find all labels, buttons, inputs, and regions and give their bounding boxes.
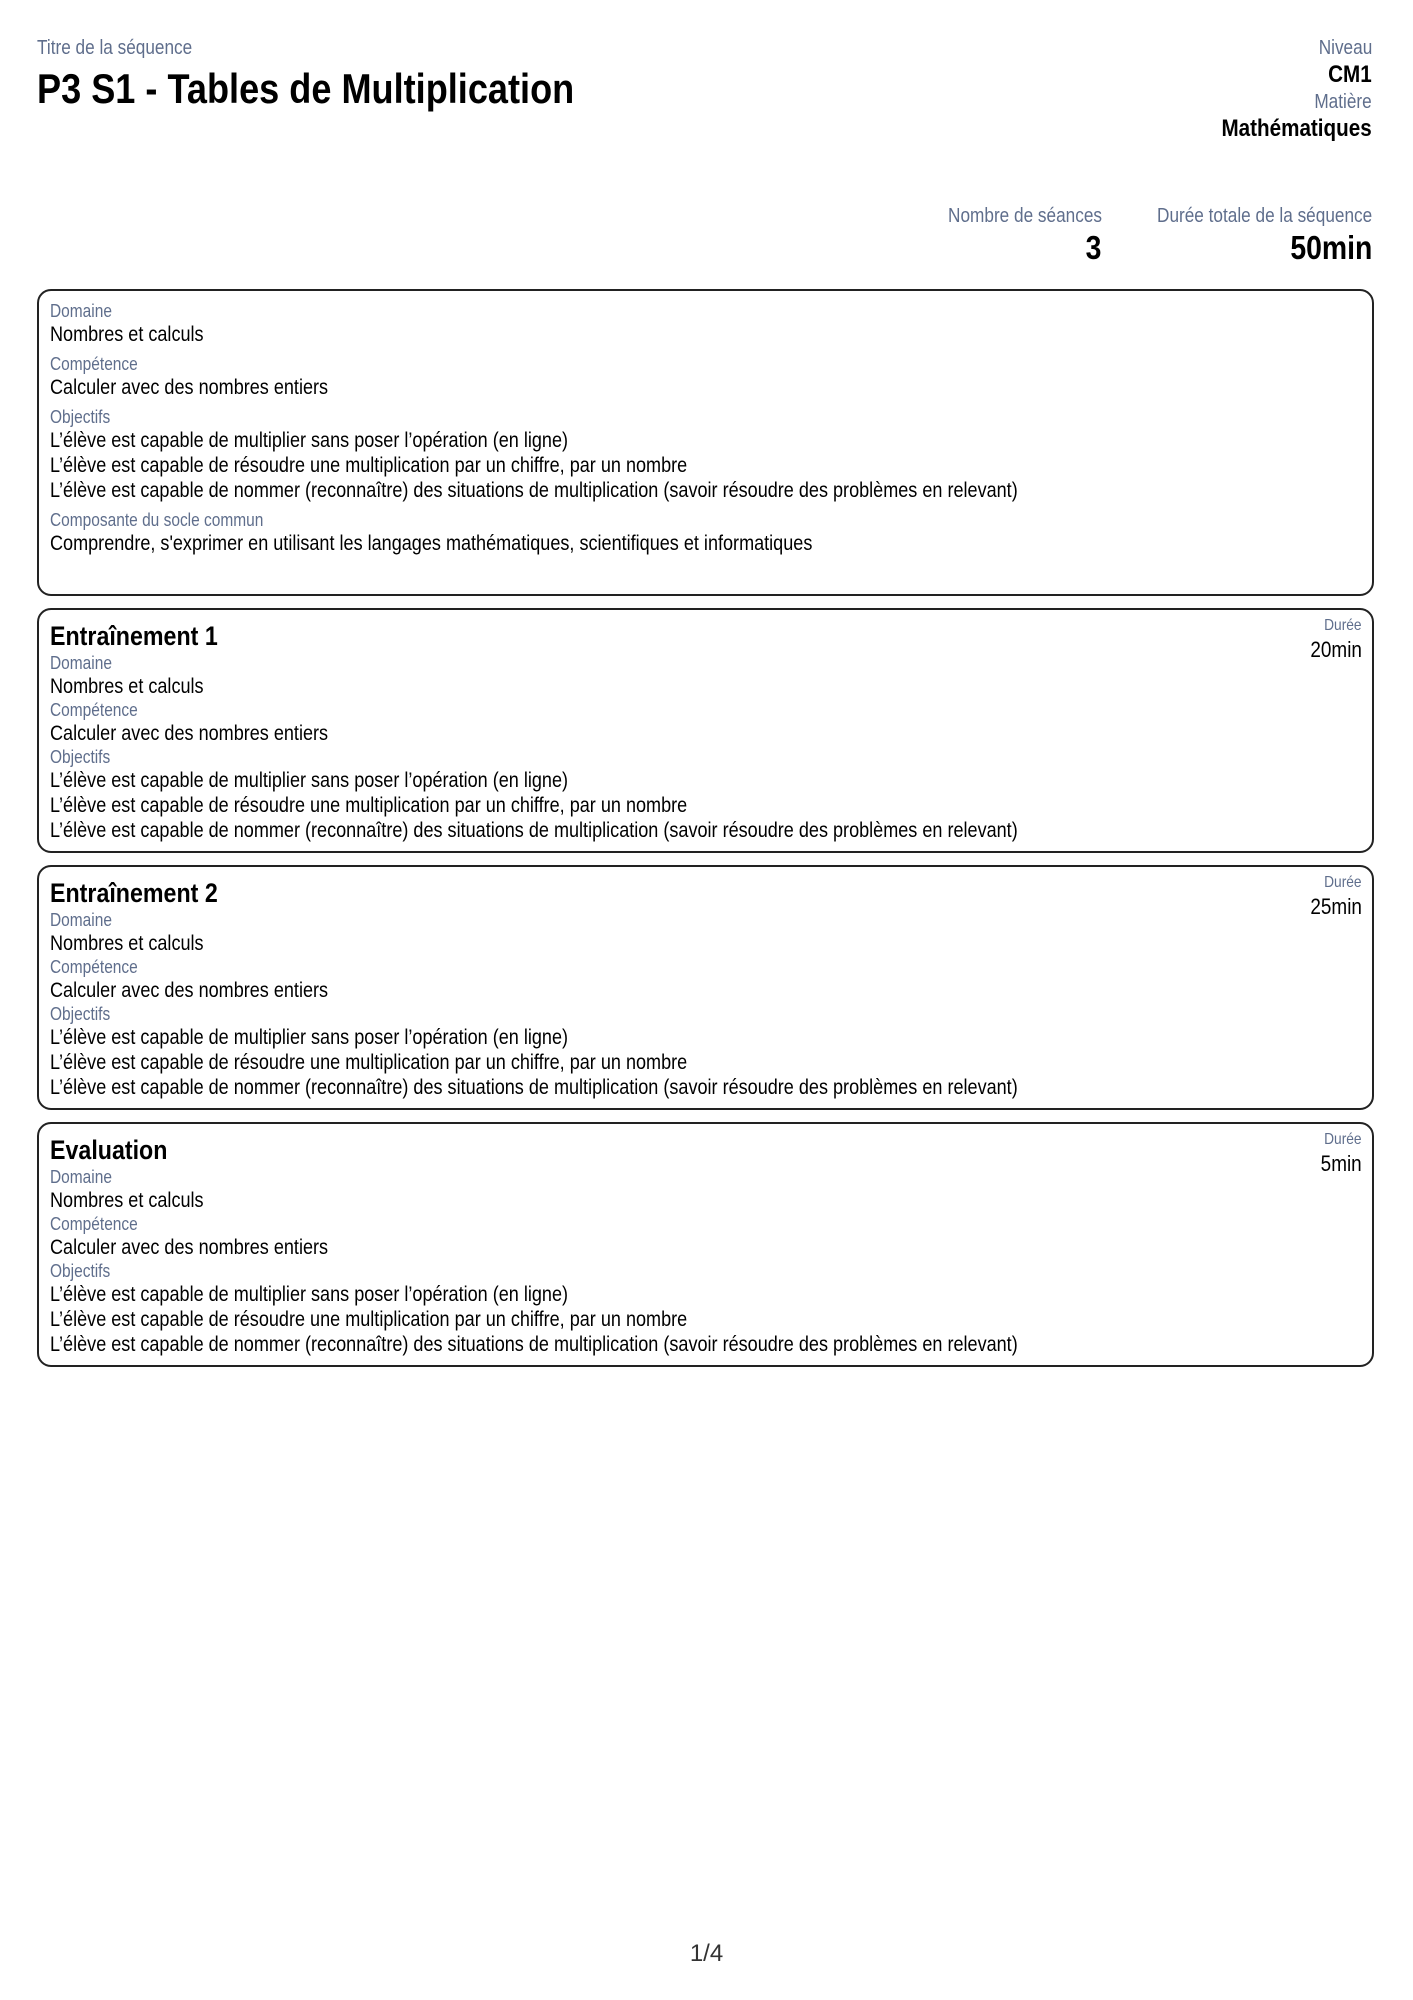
domain-value: Nombres et calculs	[50, 323, 204, 346]
objective-item: L’élève est capable de nommer (reconnaître) des situations de multiplication (savoir résoudre des problèmes en relevant)	[50, 1333, 1018, 1356]
objective-item: L’élève est capable de résoudre une multiplication par un chiffre, par un nombre	[50, 454, 688, 477]
session-title: Entraînement 1	[50, 621, 218, 651]
objectives-label: Objectifs	[50, 407, 111, 427]
domain-value: Nombres et calculs	[50, 675, 204, 698]
objective-item: L’élève est capable de multiplier sans poser l’opération (en ligne)	[50, 1026, 569, 1049]
objective-item: L’élève est capable de résoudre une multiplication par un chiffre, par un nombre	[50, 1051, 688, 1074]
title-label: Titre de la séquence	[37, 37, 193, 59]
subject-value: Mathématiques	[1221, 115, 1372, 142]
session-card	[37, 1122, 1374, 1367]
title-block	[37, 36, 662, 115]
total-duration-label: Durée totale de la séquence	[1156, 205, 1372, 227]
objective-item: L’élève est capable de résoudre une multiplication par un chiffre, par un nombre	[50, 1308, 688, 1331]
socle-label: Composante du socle commun	[50, 510, 264, 530]
duration-value: 20min	[1310, 637, 1362, 662]
skill-value: Calculer avec des nombres entiers	[50, 979, 329, 1002]
skill-value: Calculer avec des nombres entiers	[50, 722, 329, 745]
objective-item: L’élève est capable de nommer (reconnaître) des situations de multiplication (savoir résoudre des problèmes en relevant)	[50, 1076, 1018, 1099]
session-card	[37, 865, 1374, 1110]
meta-block	[1197, 36, 1372, 144]
summary-card	[37, 289, 1374, 596]
domain-label: Domaine	[50, 301, 112, 321]
session-duration	[1302, 615, 1362, 662]
domain-value: Nombres et calculs	[50, 1189, 204, 1212]
page-number: 1/4	[689, 1940, 724, 1967]
objective-item: L’élève est capable de nommer (reconnaître) des situations de multiplication (savoir résoudre des problèmes en relevant)	[50, 479, 1018, 502]
duration-label: Durée	[1324, 874, 1362, 891]
domain-label: Domaine	[50, 910, 112, 930]
summary-domain	[50, 301, 1362, 347]
session-duration	[1302, 872, 1362, 919]
skill-value: Calculer avec des nombres entiers	[50, 1236, 329, 1259]
domain-value: Nombres et calculs	[50, 932, 204, 955]
skill-value: Calculer avec des nombres entiers	[50, 376, 329, 399]
objective-item: L’élève est capable de résoudre une multiplication par un chiffre, par un nombre	[50, 794, 688, 817]
level-label: Niveau	[1318, 37, 1372, 59]
document-header	[37, 36, 1372, 276]
domain-label: Domaine	[50, 1167, 112, 1187]
objectives-label: Objectifs	[50, 1004, 111, 1024]
summary-skill	[50, 354, 1362, 400]
duration-value: 25min	[1310, 894, 1362, 919]
session-title: Entraînement 2	[50, 878, 218, 908]
domain-label: Domaine	[50, 653, 112, 673]
total-duration-value: 50min	[1289, 229, 1372, 266]
skill-label: Compétence	[50, 354, 138, 374]
level-value: CM1	[1328, 61, 1372, 88]
socle-value: Comprendre, s'exprimer en utilisant les langages mathématiques, scientifiques et informatiques	[50, 532, 813, 555]
session-duration	[1314, 1129, 1362, 1176]
objectives-label: Objectifs	[50, 1261, 111, 1281]
summary-socle	[50, 510, 1362, 556]
skill-label: Compétence	[50, 700, 138, 720]
total-duration-block	[1122, 204, 1372, 268]
summary-objectives	[50, 407, 1362, 503]
skill-label: Compétence	[50, 1214, 138, 1234]
duration-value: 5min	[1320, 1151, 1362, 1176]
subject-label: Matière	[1314, 91, 1372, 113]
objectives-label: Objectifs	[50, 747, 111, 767]
objective-item: L’élève est capable de multiplier sans poser l’opération (en ligne)	[50, 1283, 569, 1306]
sequence-stats	[923, 204, 1372, 268]
sessions-value: 3	[1086, 229, 1102, 266]
sessions-label: Nombre de séances	[947, 205, 1102, 227]
objective-item: L’élève est capable de nommer (reconnaître) des situations de multiplication (savoir résoudre des problèmes en relevant)	[50, 819, 1018, 842]
duration-label: Durée	[1324, 1131, 1362, 1148]
sequence-title: P3 S1 - Tables de Multiplication	[37, 65, 575, 112]
session-title: Evaluation	[50, 1135, 168, 1165]
objective-item: L’élève est capable de multiplier sans poser l’opération (en ligne)	[50, 769, 569, 792]
objective-item: L’élève est capable de multiplier sans poser l’opération (en ligne)	[50, 429, 569, 452]
skill-label: Compétence	[50, 957, 138, 977]
sessions-count-block	[923, 204, 1102, 268]
duration-label: Durée	[1324, 617, 1362, 634]
session-card	[37, 608, 1374, 853]
